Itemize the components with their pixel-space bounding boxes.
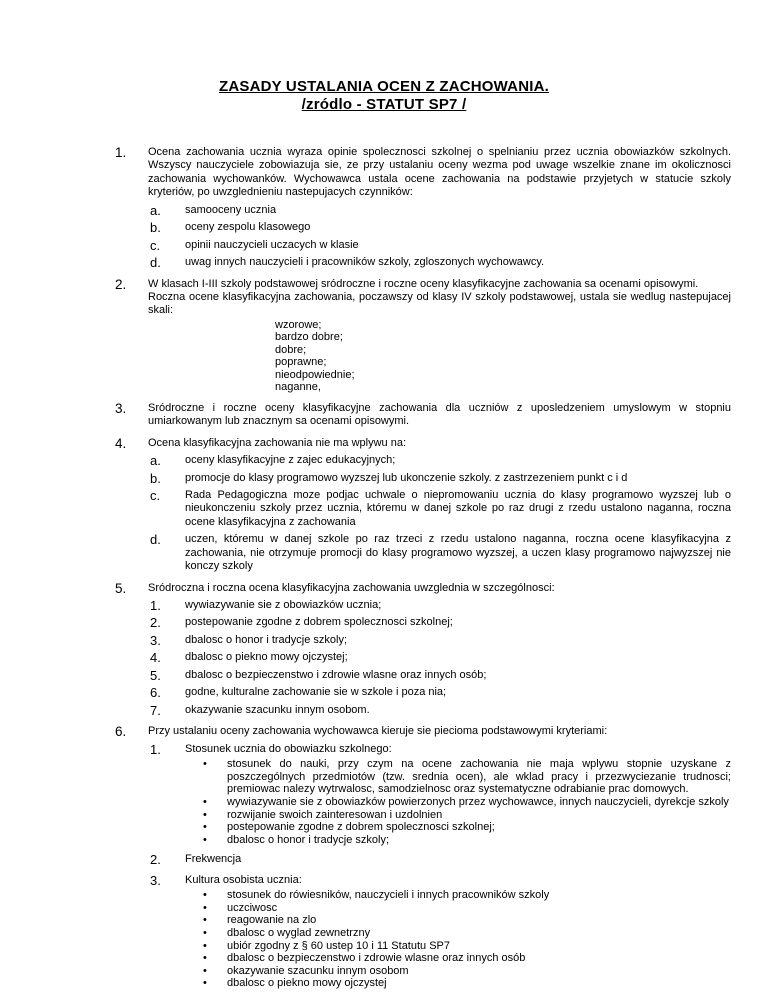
sub-item-6-1-marker: 1. xyxy=(150,741,161,757)
page-subtitle: /zródlo - STATUT SP7 / xyxy=(301,95,467,113)
item-2-number: 2. xyxy=(115,276,127,292)
sub-item-1a-text: samooceny ucznia xyxy=(185,203,277,216)
sub-item-4b xyxy=(148,472,731,486)
sub-item-5-4 xyxy=(148,651,731,665)
bullet-icon: • xyxy=(203,808,207,821)
item-3-body xyxy=(148,402,731,429)
bullet-icon: • xyxy=(203,964,207,977)
item-5-body xyxy=(148,582,731,718)
sub-item-6-3-body xyxy=(185,874,731,990)
grade-scale-entry: nieodpowiednie; xyxy=(275,368,355,381)
item-5-number: 5. xyxy=(115,580,127,596)
sub-item-5-3 xyxy=(148,634,731,648)
sub-item-6-2-marker: 2. xyxy=(150,852,161,868)
bullet-text: ubiór zgodny z § 60 ustep 10 i 11 Statutu SP7 xyxy=(227,939,451,952)
sub-item-5-5-marker: 5. xyxy=(150,667,161,683)
sub-item-5-5-text: dbalosc o bezpieczenstwo i zdrowie wlasne oraz innych osób; xyxy=(185,668,487,681)
bullet-item xyxy=(185,796,731,809)
sub-item-5-3-marker: 3. xyxy=(150,632,161,648)
bullet-icon: • xyxy=(203,939,207,952)
grade-scale-entry: dobre; xyxy=(275,343,307,356)
list-item-2 xyxy=(115,278,731,394)
bullet-item xyxy=(185,952,731,965)
grade-scale-list xyxy=(275,319,731,394)
sub-item-4b-text: promocje do klasy programowo wyzszej lub ukonczenie szkoly. z zastrzezeniem punkt c i d xyxy=(185,471,628,484)
bullet-icon: • xyxy=(203,821,207,834)
bullet-item xyxy=(185,889,731,902)
sub-item-1b-marker: b. xyxy=(150,220,161,236)
sub-item-6-2 xyxy=(148,853,731,867)
list-item-4 xyxy=(115,437,731,574)
sub-item-4d-text: uczen, któremu w danej szkole po raz trzeci z rzedu ustalono naganna, roczna ocene klasyfikacyjna z zachowania, nie otrzymuje promocji do klasy programowo wyzszej, a uczen klasy programowo najwyzszej nie konczy szkoly xyxy=(185,533,731,573)
bullet-item xyxy=(185,821,731,834)
item-2-paragraph-1: W klasach I-III szkoly podstawowej sródroczne i roczne oceny klasyfikacyjne zachowania sa ocenami opisowymi. xyxy=(148,277,699,290)
sub-item-5-7-marker: 7. xyxy=(150,702,161,718)
bullet-icon: • xyxy=(203,796,207,808)
item-1-text: Ocena zachowania ucznia wyraza opinie spolecznosci szkolnej o spelnianiu przez ucznia obowiazków szkolnych. Wszyscy nauczyciele zobowiazuja sie, ze przy ustalaniu oceny wezma pod uwage wszelkie znane im okolicznosci zachowania wychowanków. Wychowawca ustala ocene zachowania na podstawie przyjetych w statucie szkoly kryteriów, po uwzglednieniu nastepujacych czynników: xyxy=(148,146,731,199)
sub-item-5-7 xyxy=(148,704,731,718)
culture-bullet-list xyxy=(185,889,731,990)
criteria-bullet-list xyxy=(185,758,731,846)
sub-item-1b xyxy=(148,221,731,235)
bullet-text: stosunek do rówiesników, nauczycieli i innych pracowników szkoly xyxy=(227,889,550,902)
bullet-item xyxy=(185,927,731,940)
sub-item-5-6 xyxy=(148,686,731,700)
sub-item-5-6-marker: 6. xyxy=(150,685,161,701)
document-body xyxy=(0,113,768,990)
item-6-number: 6. xyxy=(115,724,127,740)
sub-item-1d-marker: d. xyxy=(150,255,161,271)
sub-item-5-2-marker: 2. xyxy=(150,615,161,631)
sub-item-5-1-marker: 1. xyxy=(150,597,161,613)
sub-item-5-6-text: godne, kulturalne zachowanie sie w szkole i poza nia; xyxy=(185,686,447,699)
bullet-text: wywiazywanie sie z obowiazków powierzonych przez wychowawce, innych nauczycieli, dyrekcje szkoly xyxy=(227,796,729,808)
bullet-text: dbalosc o honor i tradycje szkoly; xyxy=(227,833,390,846)
bullet-text: okazywanie szacunku innym osobom xyxy=(227,964,409,977)
sub-item-5-1 xyxy=(148,599,731,613)
bullet-item xyxy=(185,977,731,990)
sub-item-1d xyxy=(148,256,731,270)
item-1-body xyxy=(148,146,731,270)
item-4-number: 4. xyxy=(115,435,127,451)
bullet-item xyxy=(185,902,731,915)
sub-item-1a xyxy=(148,204,731,218)
item-3-text: Sródroczne i roczne oceny klasyfikacyjne zachowania dla uczniów z uposledzeniem umyslowym w stopniu umiarkowanym lub znacznym sa ocenami opisowymi. xyxy=(148,401,731,428)
list-item-1 xyxy=(115,146,731,270)
sub-item-4a-marker: a. xyxy=(150,453,161,469)
sub-item-5-4-marker: 4. xyxy=(150,650,161,666)
item-5-text: Sródroczna i roczna ocena klasyfikacyjna zachowania uwzglednia w szczególnosci: xyxy=(148,581,555,594)
sub-item-1b-text: oceny zespolu klasowego xyxy=(185,221,311,234)
bullet-icon: • xyxy=(203,914,207,927)
item-2-body xyxy=(148,278,731,394)
bullet-icon: • xyxy=(203,901,207,914)
bullet-text: dbalosc o piekno mowy ojczystej xyxy=(227,977,387,990)
sub-item-6-1-text: Stosunek ucznia do obowiazku szkolnego: xyxy=(185,742,392,755)
sub-item-5-2 xyxy=(148,616,731,630)
sub-item-4c-text: Rada Pedagogiczna moze podjac uchwale o niepromowaniu ucznia do klasy programowo wyzszej lub o nieukonczeniu szkoly przez ucznia, któremu w danej szkole po raz drugi z rzedu ustalono naganna, roczna ocene klasyfikacyjna z zachowania xyxy=(185,489,731,528)
sub-item-4d-marker: d. xyxy=(150,532,161,548)
sub-item-1c xyxy=(148,239,731,253)
bullet-item xyxy=(185,809,731,822)
bullet-item xyxy=(185,914,731,927)
item-4-body xyxy=(148,437,731,574)
list-item-6 xyxy=(115,725,731,990)
sub-item-5-5 xyxy=(148,669,731,683)
sub-item-4d xyxy=(148,533,731,573)
grade-scale-entry: wzorowe; xyxy=(275,318,322,331)
sub-item-4a xyxy=(148,454,731,468)
bullet-text: postepowanie zgodne z dobrem spolecznosci szkolnej; xyxy=(227,821,495,834)
sub-item-6-3-text: Kultura osobista ucznia: xyxy=(185,873,302,886)
sub-item-5-1-text: wywiazywanie sie z obowiazków ucznia; xyxy=(185,598,382,611)
sub-item-6-2-text: Frekwencja xyxy=(185,853,242,866)
grade-scale-entry: poprawne; xyxy=(275,356,327,369)
sub-item-1c-text: opinii nauczycieli uczacych w klasie xyxy=(185,238,359,251)
bullet-icon: • xyxy=(203,977,207,990)
bullet-item xyxy=(185,940,731,953)
bullet-item xyxy=(185,834,731,847)
document-header xyxy=(0,0,768,113)
sub-item-5-2-text: postepowanie zgodne z dobrem spolecznosci szkolnej; xyxy=(185,616,453,629)
bullet-text: dbalosc o wyglad zewnetrzny xyxy=(227,927,371,940)
bullet-icon: • xyxy=(203,927,207,940)
sub-item-5-3-text: dbalosc o honor i tradycje szkoly; xyxy=(185,633,348,646)
item-6-text: Przy ustalaniu oceny zachowania wychowawca kieruje sie piecioma podstawowymi kryteriami: xyxy=(148,725,608,738)
bullet-icon: • xyxy=(203,833,207,846)
sub-item-6-1-body xyxy=(185,743,731,847)
sub-item-4c xyxy=(148,489,731,529)
sub-item-6-1 xyxy=(148,743,731,847)
sub-item-5-7-text: okazywanie szacunku innym osobom. xyxy=(185,703,370,716)
item-6-body xyxy=(148,725,731,990)
sub-item-5-4-text: dbalosc o piekno mowy ojczystej; xyxy=(185,651,348,664)
item-4-text: Ocena klasyfikacyjna zachowania nie ma wplywu na: xyxy=(148,436,407,449)
bullet-item xyxy=(185,758,731,796)
bullet-text: stosunek do nauki, przy czym na ocene zachowania nie maja wplywu stopnie uzyskane z poszczególnych przedmiotów (tzw. srednia ocen), ale wklad pracy i przezwyciezanie trudnosci; premiowac nalezy wytrwalosc, samodzielnosc oraz systematyczne odrabianie prac domowych. xyxy=(227,758,731,796)
sub-item-4a-text: oceny klasyfikacyjne z zajec edukacyjnych; xyxy=(185,454,396,467)
page-title: ZASADY USTALANIA OCEN Z ZACHOWANIA. xyxy=(218,78,550,95)
item-3-number: 3. xyxy=(115,400,127,416)
list-item-5 xyxy=(115,582,731,718)
bullet-item xyxy=(185,965,731,978)
bullet-text: dbalosc o bezpieczenstwo i zdrowie wlasne oraz innych osób xyxy=(227,952,526,965)
bullet-text: uczciwosc xyxy=(227,901,278,914)
sub-item-1a-marker: a. xyxy=(150,202,161,218)
sub-item-1d-text: uwag innych nauczycieli i pracowników szkoly, zgloszonych wychowawcy. xyxy=(185,256,545,269)
sub-item-4b-marker: b. xyxy=(150,470,161,486)
list-item-3 xyxy=(115,402,731,429)
sub-item-6-3-marker: 3. xyxy=(150,872,161,888)
bullet-icon: • xyxy=(203,952,207,965)
item-1-number: 1. xyxy=(115,145,127,160)
bullet-icon: • xyxy=(203,889,207,902)
grade-scale-entry: naganne, xyxy=(275,381,321,394)
sub-item-1c-marker: c. xyxy=(150,237,161,253)
bullet-text: reagowanie na zlo xyxy=(227,914,317,927)
grade-scale-entry: bardzo dobre; xyxy=(275,331,343,344)
bullet-text: rozwijanie swoich zainteresowan i uzdolnien xyxy=(227,808,443,821)
sub-item-6-3 xyxy=(148,874,731,990)
item-2-paragraph-2: Roczna ocene klasyfikacyjna zachowania, poczawszy od klasy IV szkoly podstawowej, ustala sie wedlug nastepujacej skali: xyxy=(148,291,731,317)
sub-item-4c-marker: c. xyxy=(150,488,161,504)
bullet-icon: • xyxy=(203,758,207,771)
